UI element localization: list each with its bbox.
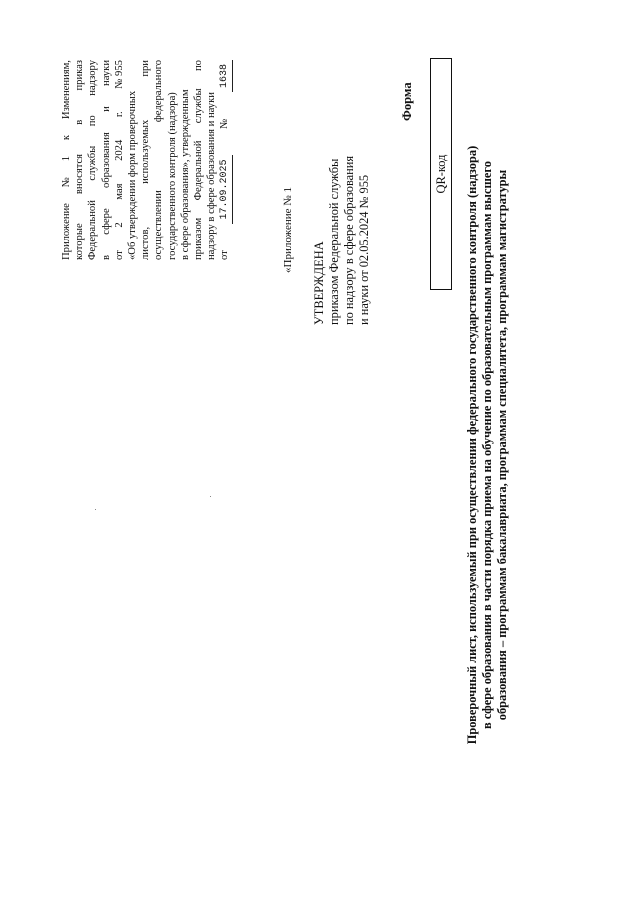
title-line-1: Проверочный лист, используемый при осуществлении федерального государственного контроля (надзора) [465,145,479,745]
annex-word: которые [74,223,86,260]
annex-word: приказом [193,217,205,260]
scan-speck [95,509,96,510]
approved-block [312,85,372,325]
annex-word: 1 [61,155,72,162]
annex-line [152,60,165,260]
annex-block [60,60,233,260]
annex-word: Изменениям, [61,60,72,120]
annex-word: используемых [140,119,152,184]
annex-line [113,60,126,260]
annex-word: к [61,134,72,141]
annex-word: в [100,254,112,260]
annex-word: от [113,250,125,260]
annex-word: г. [113,111,125,118]
annex-line [192,60,205,260]
annex-word: сфере [100,208,112,235]
annex-date-prefix: от [219,250,231,260]
annex-word: Федеральной [87,200,99,260]
annex-word: при [140,60,152,77]
annex-word: в [74,119,86,125]
annex-word: Федеральной [193,140,205,201]
annex-word: службы [193,88,205,124]
annex-word: в сфере образования», утвержденным [179,89,191,260]
annex-number-sign: № [219,118,231,129]
title-line-3: образования – программам бакалавриата, программам специалитета, программам магистратуры [495,169,509,721]
title-line-2: в сфере образования в части порядка приема на обучение по образовательным программам высшего [480,161,494,729]
annex-word: по [193,60,205,71]
appendix-label: «Приложение № 1 [282,186,294,273]
annex-date-value: 17.09.2025 [218,156,232,224]
qr-code-placeholder [430,58,452,290]
approved-line-1: приказом Федеральной службы [327,158,341,325]
annex-line [166,60,179,260]
annex-date-line [218,60,232,260]
approved-line-3: и науки от 02.05.2024 № 955 [357,174,371,325]
annex-word: надзору в сфере образования и науки [206,92,218,260]
annex-word: Приложение [61,203,72,260]
qr-code-label: QR-код [433,154,448,194]
annex-line [139,60,152,260]
document-title [465,55,510,835]
annex-word: государственного контроля (надзора) [166,92,178,260]
annex-number-value: 1638 [218,60,232,92]
annex-word: вносятся [74,153,86,195]
annex-word: мая [113,183,125,200]
annex-word: № [61,177,72,188]
annex-line [205,60,218,260]
annex-word: листов, [140,226,152,260]
annex-word: федерального [153,60,165,123]
annex-word: № 955 [113,60,125,89]
annex-line [126,60,139,260]
annex-word: 2024 [113,139,125,161]
approved-heading: УТВЕРЖДЕНА [312,241,326,325]
scan-speck [210,496,211,497]
approved-line-2: по надзору в сфере образования [342,155,356,325]
annex-line [86,60,99,260]
annex-word: и [100,106,112,112]
annex-line [73,60,86,260]
annex-word: службы [87,145,99,181]
annex-word: образования [100,132,112,189]
annex-line [179,60,192,260]
annex-line [60,60,73,260]
annex-word: приказ [74,60,86,91]
annex-word: «Об утверждении форм проверочных [127,90,139,260]
annex-word: по [87,115,99,127]
annex-line [100,60,113,260]
annex-word: надзору [87,60,99,96]
annex-word: науки [100,60,112,86]
form-label: Форма [400,82,414,121]
annex-word: осуществлении [153,190,165,260]
annex-word: 2 [113,222,125,228]
annex-text [60,60,218,260]
